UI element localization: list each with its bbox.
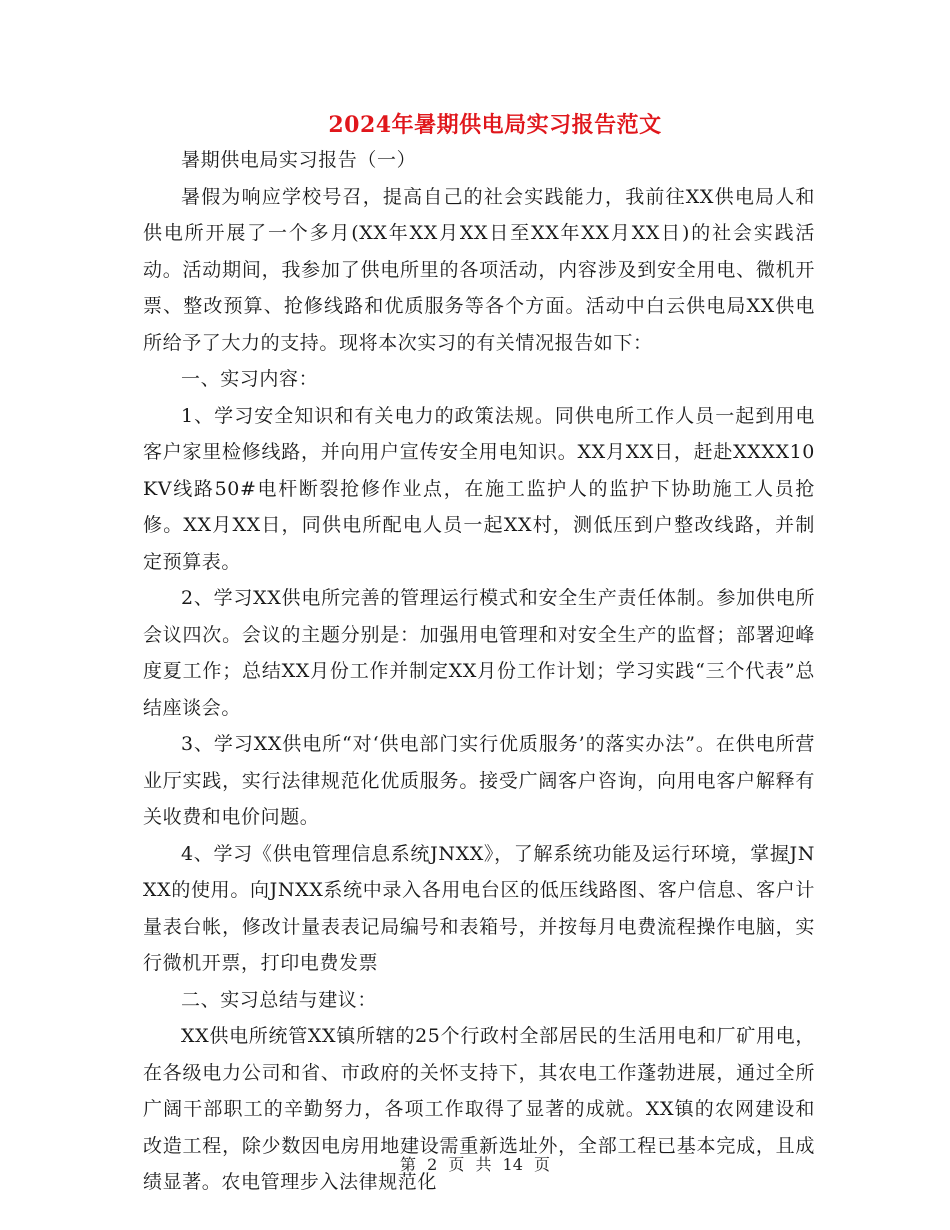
section-heading-summary: 二、实习总结与建议：	[181, 988, 378, 1011]
document-title: 2024年暑期供电局实习报告范文	[328, 112, 662, 138]
content-item-4: 4、学习《供电管理信息系统JNXX》，了解系统功能及运行环境，掌握JNXX的使用。向JNXX系统中录入各用电台区的低压线路图、客户信息、客户计量表台帐，修改计量表表记局编号和表箱号，并按每月电费流程操作电脑，实行微机开票，打印电费发票	[143, 842, 815, 974]
section-heading-content: 一、实习内容：	[181, 368, 319, 390]
content-item-3: 3、学习XX供电所“对‘供电部门实行优质服务’的落实办法”。在供电所营业厅实践，实行法律规范化优质服务。接受广阔客户咨询，向用电客户解释有关收费和电价问题。	[143, 733, 815, 828]
page-number-footer: 第 2 页 共 14 页	[400, 1155, 550, 1174]
content-item-1: 1、学习安全知识和有关电力的政策法规。同供电所工作人员一起到用电客户家里检修线路，并向用户宣传安全用电知识。XX月XX日，赶赴XXXX10KV线路50#电杆断裂抢修作业点，在施工监护人的监护下协助施工人员抢修。XX月XX日，同供电所配电人员一起XX村，测低压到户整改线路，并制定预算表。	[143, 404, 815, 573]
report-subtitle: 暑期供电局实习报告（一）	[181, 149, 417, 171]
content-item-2: 2、学习XX供电所完善的管理运行模式和安全生产责任体制。参加供电所会议四次。会议的主题分别是：加强用电管理和对安全生产的监督；部署迎峰度夏工作；总结XX月份工作并制定XX月份工作计划；学习实践“三个代表”总结座谈会。	[143, 587, 815, 719]
document-body	[143, 142, 815, 1201]
intro-paragraph: 暑假为响应学校号召，提高自己的社会实践能力，我前往XX供电局人和供电所开展了一个多月(XX年XX月XX日至XX年XX月XX日)的社会实践活动。活动期间，我参加了供电所里的各项活动，内容涉及到安全用电、微机开票、整改预算、抢修线路和优质服务等各个方面。活动中白云供电局XX供电所给予了大力的支持。现将本次实习的有关情况报告如下：	[143, 185, 815, 354]
summary-paragraph: XX供电所统管XX镇所辖的25个行政村全部居民的生活用电和厂矿用电，在各级电力公司和省、市政府的关怀支持下，其农电工作蓬勃进展，通过全所广阔干部职工的辛勤努力，各项工作取得了显著的成就。XX镇的农网建设和改造工程，除少数因电房用地建设需重新选址外，全部工程已基本完成，且成绩显著。农电管理步入法律规范化	[143, 1025, 815, 1193]
